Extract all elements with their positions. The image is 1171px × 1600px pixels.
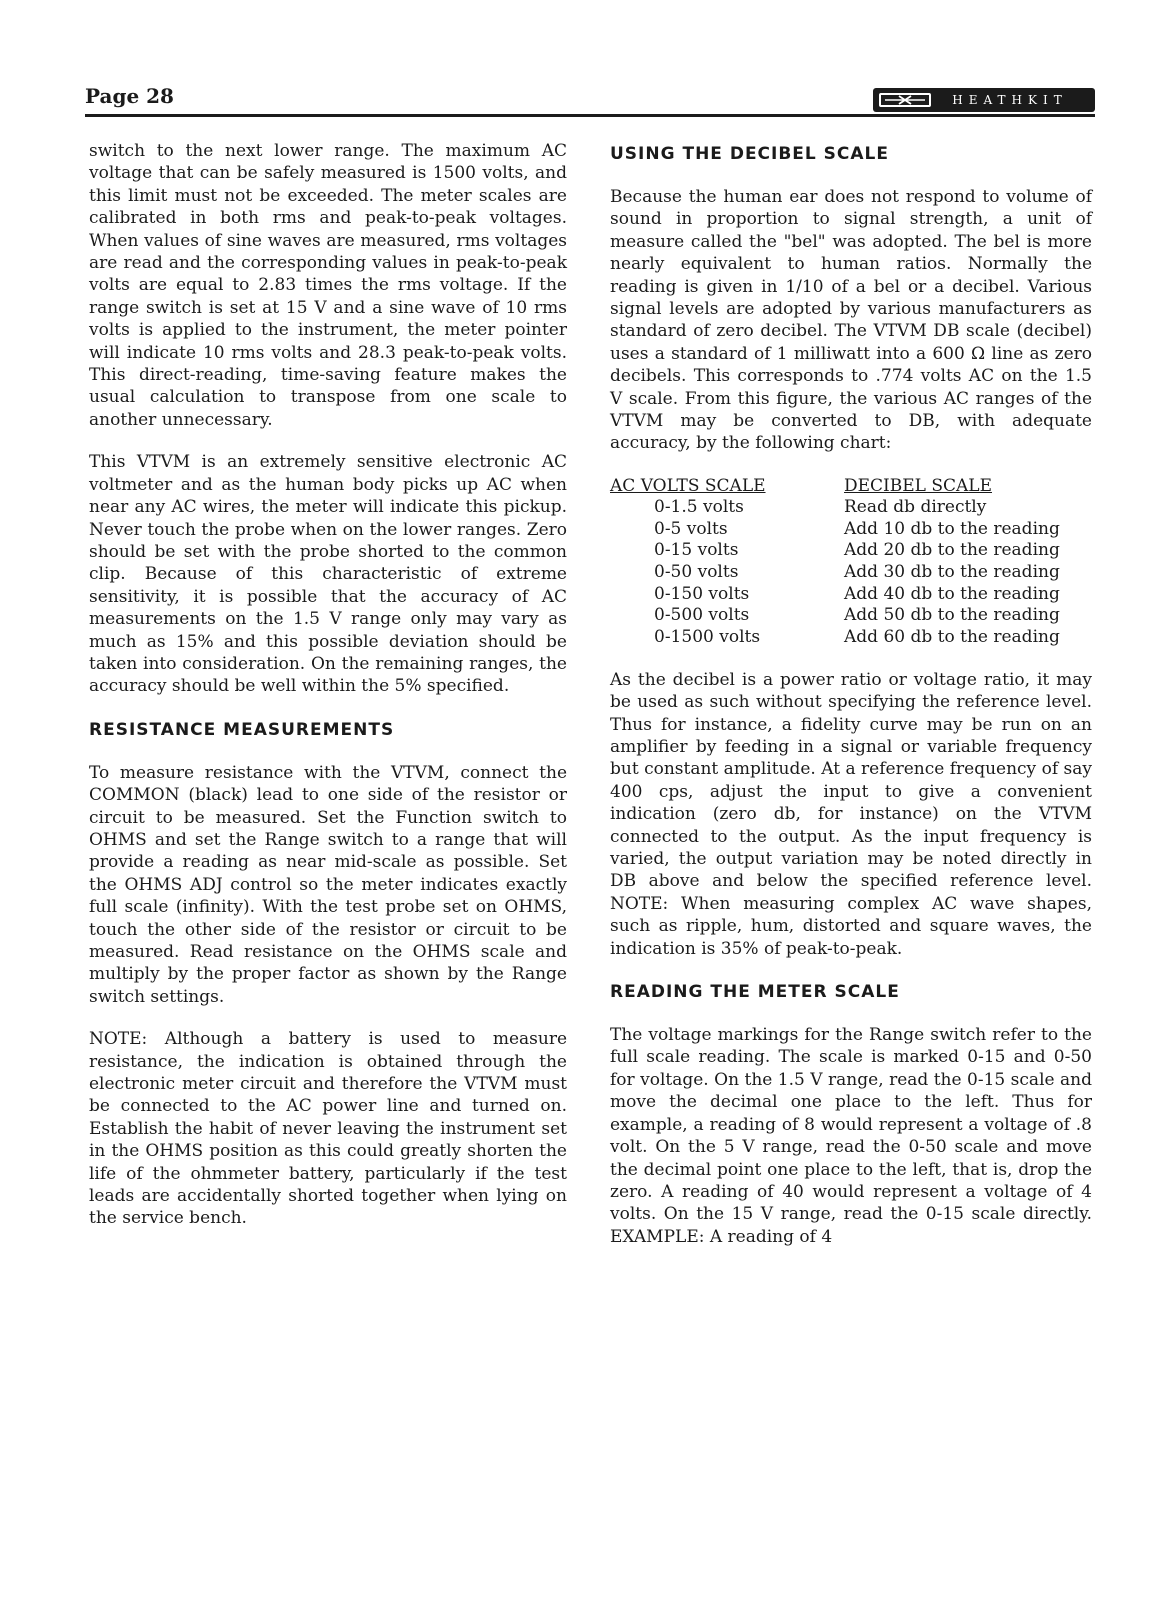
section-heading-resistance: RESISTANCE MEASUREMENTS — [89, 719, 395, 740]
paragraph: The voltage markings for the Range switch refer to the full scale reading. The scale is marked 0-15 and 0-50 for voltage. On the 1.5 V range, read the 0-15 scale and move the decimal one place to the left. Thus for example, a reading of 8 would represent a voltage of .8 volt. On the 5 V range, read the 0-50 scale and move the decimal point one place to the left, that is, drop the zero. A reading of 40 would represent a voltage of 4 volts. On the 15 V range, read the 0-15 scale directly. EXAMPLE: A reading of 4 — [610, 1025, 1092, 1247]
section-heading-decibel: USING THE DECIBEL SCALE — [610, 144, 889, 164]
volts-cell: 0-150 volts — [654, 583, 750, 604]
db-cell: Add 20 db to the reading — [844, 540, 1060, 561]
db-cell: Add 10 db to the reading — [844, 518, 1060, 539]
paragraph: To measure resistance with the VTVM, connect the COMMON (black) lead to one side of the resistor or circuit to be measured. Set the Function switch to OHMS and set the Range switch to a range that will provide a reading as near mid-scale as possible. Set the OHMS ADJ control so the meter indicates exactly full scale (infinity). With the test probe set on OHMS, touch the other side of the resistor or circuit to be measured. Read resistance on the OHMS scale and multiply by the proper factor as shown by the Range switch settings. — [89, 762, 567, 1007]
db-cell: Add 50 db to the reading — [844, 605, 1060, 626]
volts-cell: 0-5 volts — [654, 518, 728, 539]
table-header-row — [610, 475, 1092, 497]
logo-text: HEATHKIT — [952, 93, 1068, 107]
table-row — [610, 562, 1092, 584]
paragraph: Because the human ear does not respond to volume of sound in proportion to signal strength, a unit of measure called the "bel" was adopted. The bel is more nearly equivalent to human ratios. Normally the reading is given in 1/10 of a bel or a decibel. Various signal levels are adopted by various manufacturers as standard of zero decibel. The VTVM DB scale (decibel) uses a standard of 1 milliwatt into a 600 Ω line as zero decibels. This corresponds to .774 volts AC on the 1.5 V scale. From this figure, the various AC ranges of the VTVM may be converted to DB, with adequate accuracy, by the following chart: — [610, 187, 1092, 454]
table-row — [610, 605, 1092, 627]
paragraph-note: NOTE: Although a battery is used to measure resistance, the indication is obtained through the electronic meter circuit and therefore the VTVM must be connected to the AC power line and turned on. Establish the habit of never leaving the instrument set in the OHMS position as this could greatly shorten the life of the ohmmeter battery, particularly if the test leads are accidentally shorted together when lying on the service bench. — [89, 1029, 567, 1229]
table-row — [610, 519, 1092, 541]
logo-emblem-icon — [879, 93, 931, 107]
paragraph: This VTVM is an extremely sensitive electronic AC voltmeter and as the human body picks up AC when near any AC wires, the meter will indicate this pickup. Never touch the probe when on the lower ranges. Zero should be set with the probe shorted to the common clip. Because of this characteristic of extreme sensitivity, it is possible that the accuracy of AC measurements on the 1.5 V range only may vary as much as 15% and this possible deviation should be taken into consideration. On the remaining ranges, the accuracy should be well within the 5% specified. — [89, 452, 567, 697]
section-heading-meter-scale: READING THE METER SCALE — [610, 982, 900, 1003]
column-header-ac-volts: AC VOLTS SCALE — [610, 475, 766, 496]
volts-cell: 0-1.5 volts — [654, 496, 744, 517]
volts-cell: 0-500 volts — [654, 605, 750, 626]
volts-cell: 0-15 volts — [654, 540, 739, 561]
table-row — [610, 584, 1092, 606]
db-cell: Add 40 db to the reading — [844, 583, 1060, 604]
table-row — [610, 497, 1092, 519]
decibel-conversion-table — [610, 475, 1092, 649]
column-header-decibel: DECIBEL SCALE — [844, 475, 992, 496]
db-cell: Add 30 db to the reading — [844, 561, 1060, 582]
volts-cell: 0-50 volts — [654, 561, 739, 582]
db-cell: Read db directly — [844, 496, 987, 517]
db-cell: Add 60 db to the reading — [844, 627, 1060, 648]
paragraph: As the decibel is a power ratio or voltage ratio, it may be used as such without specifying the reference level. Thus for instance, a fidelity curve may be run on an amplifier by feeding in a signal or variable frequency but constant amplitude. At a reference frequency of say 400 cps, adjust the input to give a convenient indication (zero db, for instance) on the VTVM connected to the output. As the input frequency is varied, the output variation may be noted directly in DB above and below the specified reference level. NOTE: When measuring complex AC wave shapes, such as ripple, hum, distorted and square waves, the indication is 35% of peak-to-peak. — [610, 669, 1092, 959]
volts-cell: 0-1500 volts — [654, 627, 761, 648]
header-rule — [85, 114, 1095, 117]
table-row — [610, 627, 1092, 649]
page-number: Page 28 — [85, 84, 174, 108]
page-header — [85, 78, 1095, 120]
right-column — [610, 140, 1092, 1268]
paragraph: switch to the next lower range. The maximum AC voltage that can be safely measured is 1500 volts, and this limit must not be exceeded. The meter scales are calibrated in both rms and peak-to-peak voltages. When values of sine waves are measured, rms voltages are read and the corresponding values in peak-to-peak volts are equal to 2.83 times the rms voltage. If the range switch is set at 15 V and a sine wave of 10 rms volts is applied to the instrument, the meter pointer will indicate 10 rms volts and 28.3 peak-to-peak volts. This direct-reading, time-saving feature makes the usual calculation to transpose from one scale to another unnecessary. — [89, 141, 567, 430]
heathkit-logo — [873, 88, 1095, 112]
left-column — [89, 140, 567, 1250]
table-row — [610, 540, 1092, 562]
